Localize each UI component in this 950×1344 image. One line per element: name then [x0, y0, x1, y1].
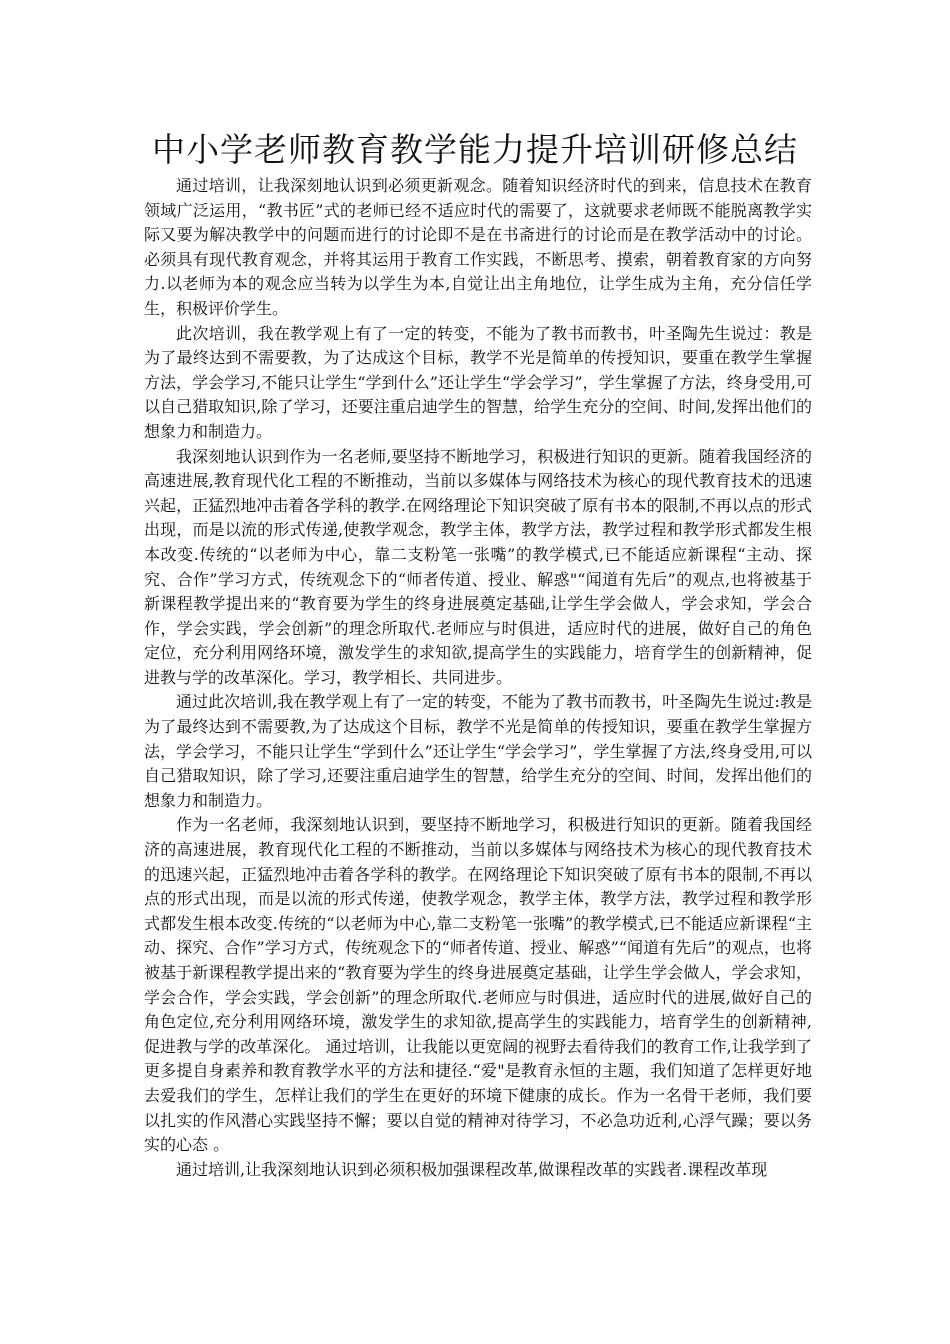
paragraph: 通过培训,让我深刻地认识到必须积极加强课程改革,做课程改革的实践者.课程改革现 — [176, 1159, 768, 1179]
paragraph: 通过此次培训,我在教学观上有了一定的转变，不能为了教书而教书，叶圣陶先生说过:教是为了最终达到不需要教,为了达成这个目标，教学不光是简单的传授知识，要重在教学生掌握方法，学会学习，不能只让学生“学到什么”还让学生“学会学习”，学生掌握了方法,终身受用,可以自己猎取知识，除了学习,还要注重启迪学生的智慧，给学生充分的空间、时间，发挥出他们的想象力和制造力。 — [144, 692, 812, 810]
paragraph: 作为一名老师，我深刻地认识到，要坚持不断地学习，积极进行知识的更新。随着我国经济的高速进展，教育现代化工程的不断推动，当前以多媒体与网络技术为核心的现代教育技术的迅速兴起，正猛烈地冲击着各学科的教学。在网络理论下知识突破了原有书本的限制,不再以点的形式出现，而是以流的形式传递，使教学观念，教学主体，教学方法，教学过程和教学形式都发生根本改变.传统的“以老师为中心,靠二支粉笔一张嘴”的教学模式,已不能适应新课程“主动、探究、合作”学习方式，传统观念下的“师者传道、授业、解惑”“闻道有先后”的观点，也将被基于新课程教学提出来的“教育要为学生的终身进展奠定基础，让学生学会做人，学会求知，学会合作，学会实践，学会创新”的理念所取代.老师应与时俱进，适应时代的进展,做好自己的角色定位,充分利用网络环境，激发学生的求知欲,提高学生的实践能力，培育学生的创新精神,促进教与学的改革深化。 通过培训，让我能以更宽阔的视野去看待我们的教育工作,让我学到了更多提自身素养和教育教学水平的方法和捷径.“爱"是教育永恒的主题，我们知道了怎样更好地去爱我们的学生，怎样让我们的学生在更好的环境下健康的成长。作为一名骨干老师，我们要以扎实的作风潜心实践坚持不懈；要以自觉的精神对待学习，不必急功近利,心浮气躁；要以务实的心态 。 — [144, 815, 812, 1155]
paragraph: 我深刻地认识到作为一名老师,要坚持不断地学习，积极进行知识的更新。随着我国经济的高速进展,教育现代化工程的不断推动，当前以多媒体与网络技术为核心的现代教育技术的迅速兴起，正猛烈地冲击着各学科的教学.在网络理论下知识突破了原有书本的限制,不再以点的形式出现，而是以流的形式传递,使教学观念，教学主体，教学方法，教学过程和教学形式都发生根本改变.传统的“以老师为中心，靠二支粉笔一张嘴”的教学模式,已不能适应新课程“主动、探究、合作”学习方式，传统观念下的“师者传道、授业、解惑"“闻道有先后”的观点,也将被基于新课程教学提出来的“教育要为学生的终身进展奠定基础,让学生学会做人，学会求知，学会合作，学会实践，学会创新”的理念所取代.老师应与时俱进，适应时代的进展，做好自己的角色定位，充分利用网络环境，激发学生的求知欲,提高学生的实践能力，培育学生的创新精神，促进教与学的改革深化。学习，教学相长、共同进步。 — [144, 446, 812, 687]
paragraph: 此次培训，我在教学观上有了一定的转变，不能为了教书而教书，叶圣陶先生说过：教是为了最终达到不需要教，为了达成这个目标，教学不光是简单的传授知识，要重在教学生掌握方法，学会学习,不能只让学生“学到什么”还让学生“学会学习”，学生掌握了方法，终身受用,可以自己猎取知识,除了学习，还要注重启迪学生的智慧，给学生充分的空间、时间,发挥出他们的想象力和制造力。 — [144, 323, 812, 441]
document-body — [144, 174, 812, 1182]
paragraph: 通过培训，让我深刻地认识到必须更新观念。随着知识经济时代的到来，信息技术在教育领域广泛运用，“教书匠”式的老师已经不适应时代的需要了，这就要求老师既不能脱离教学实际又要为解决教学中的问题而进行的讨论即不是在书斋进行的讨论而是在教学活动中的讨论。必须具有现代教育观念，并将其运用于教育工作实践，不断思考、摸索，朝着教育家的方向努力.以老师为本的观念应当转为以学生为本,自觉让出主角地位，让学生成为主角，充分信任学生，积极评价学生。 — [144, 176, 812, 318]
document-title: 中小学老师教育教学能力提升培训研修总结 — [152, 130, 798, 169]
